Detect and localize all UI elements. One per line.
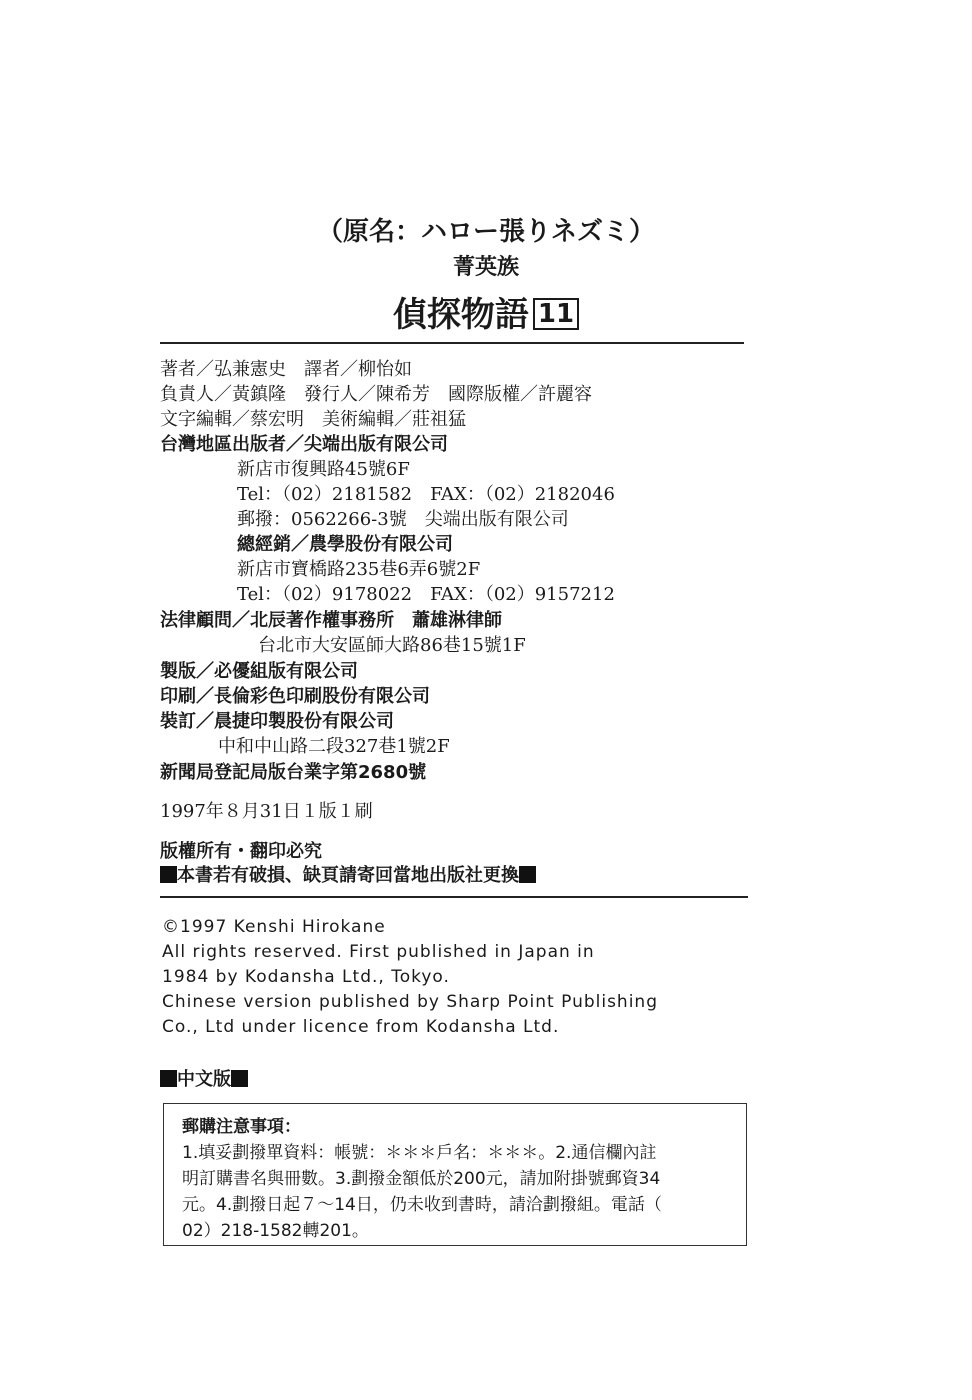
rights-reserved: 版權所有・翻印必究 [160,841,322,862]
book-title [0,293,972,337]
legal-address: 台北市大安區師大路86巷15號1F [258,635,526,656]
publisher-phone: Tel：（02）2181582 FAX：（02）2182046 [237,484,615,505]
exchange-notice [160,863,536,888]
english-rights-3: Chinese version published by Sharp Point Publishing [162,992,658,1012]
title-text: 偵探物語 [392,295,529,335]
distributor: 總經銷／農學股份有限公司 [237,534,453,555]
mail-order-notice [163,1103,747,1246]
volume-number: 11 [533,298,579,330]
credits-editors: 文字編輯／蔡宏明 美術編輯／莊祖猛 [160,409,466,430]
series-name: 菁英族 [452,255,519,280]
legal-counsel: 法律顧問／北辰著作權事務所 蕭雄淋律師 [160,610,502,631]
english-rights-2: 1984 by Kodansha Ltd., Tokyo. [162,967,450,987]
postal-transfer: 郵撥：0562266-3號 尖端出版有限公司 [237,509,569,530]
black-square-icon [160,866,177,883]
notice-title: 郵購注意事項： [182,1117,301,1137]
chinese-edition-text: 中文版 [177,1069,231,1090]
binder-address: 中和中山路二段327巷1號2F [218,736,450,757]
black-square-icon [519,866,536,883]
copyright-line: ©1997 Kenshi Hirokane [162,917,386,937]
notice-line: 明訂購書名與冊數。3.劃撥金額低於200元，請加附掛號郵資34 [182,1169,661,1189]
black-square-icon [160,1070,177,1087]
divider-middle [160,896,748,898]
binder: 裝訂／晨捷印製股份有限公司 [160,711,394,732]
distributor-phone: Tel：（02）9178022 FAX：（02）9157212 [237,584,615,605]
publisher: 台灣地區出版者／尖端出版有限公司 [160,434,448,455]
notice-line: 元。4.劃撥日起７～14日，仍未收到書時，請洽劃撥組。電話（ [182,1195,662,1215]
credits-managers: 負責人／黃鎮隆 發行人／陳希芳 國際版權／許麗容 [160,384,592,405]
exchange-notice-text: 本書若有破損、缺頁請寄回當地出版社更換 [177,865,519,886]
english-rights-4: Co., Ltd under licence from Kodansha Ltd. [162,1017,560,1037]
distributor-address: 新店市寶橋路235巷6弄6號2F [237,559,481,580]
divider-top [160,342,744,344]
credits-authors: 著者／弘兼憲史 譯者／柳怡如 [160,359,412,380]
plate-maker: 製版／必優組版有限公司 [160,661,358,682]
chinese-edition-label [160,1067,248,1092]
black-square-icon [231,1070,248,1087]
edition-date: 1997年８月31日１版１刷 [160,801,373,822]
registration-number: 新聞局登記局版台業字第2680號 [160,762,427,783]
printer: 印刷／長倫彩色印刷股份有限公司 [160,686,430,707]
original-name: （原名：ハロー張りネズミ） [316,217,655,247]
publisher-address: 新店市復興路45號6F [237,459,410,480]
notice-line: 1.填妥劃撥單資料：帳號：＊＊＊戶名：＊＊＊。2.通信欄內註 [182,1143,657,1163]
english-rights-1: All rights reserved. First published in Japan in [162,942,595,962]
notice-line: 02）218-1582轉201。 [182,1221,369,1241]
